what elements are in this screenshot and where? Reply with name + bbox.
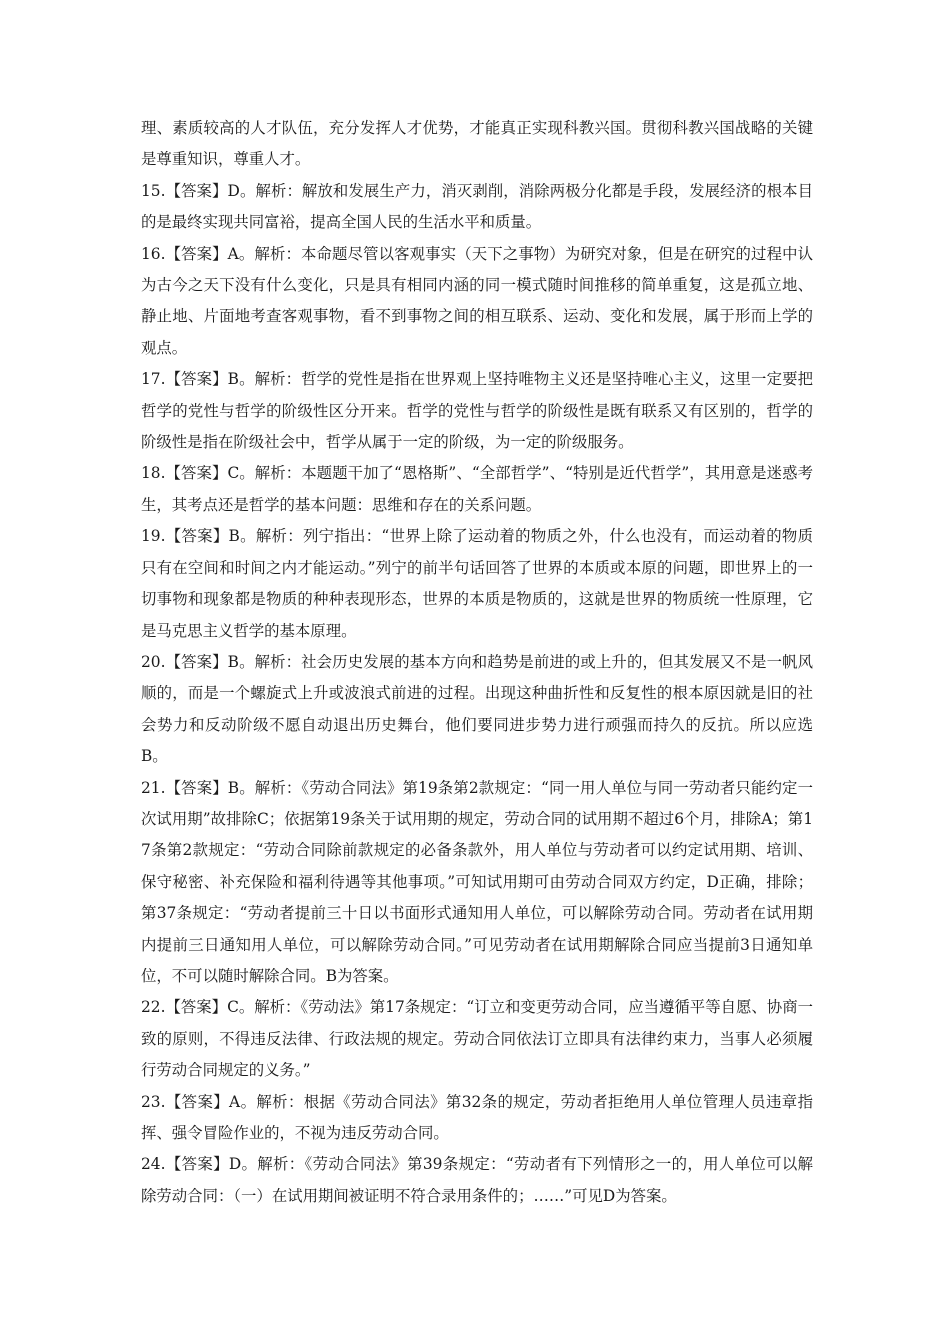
answer-item-20: 20.【答案】B。解析：社会历史发展的基本方向和趋势是前进的或上升的，但其发展又不是一帆风顺的，而是一个螺旋式上升或波浪式前进的过程。出现这种曲折性和反复性的根本原因就是旧的社会势力和反动阶级不愿自动退出历史舞台，他们要同进步势力进行顽强而持久的反抗。所以应选B。 — [141, 652, 813, 766]
document-page — [141, 113, 813, 1212]
answer-item-15: 15.【答案】D。解析：解放和发展生产力，消灭剥削，消除两极分化都是手段，发展经济的根本目的是最终实现共同富裕，提高全国人民的生活水平和质量。 — [141, 181, 813, 232]
paragraph-continuation: 理、素质较高的人才队伍，充分发挥人才优势，才能真正实现科教兴国。贯彻科教兴国战略的关键是尊重知识，尊重人才。 — [141, 119, 813, 169]
answer-item-18: 18.【答案】C。解析：本题题干加了“恩格斯”、“全部哲学”、“特别是近代哲学”，其用意是迷惑考生，其考点还是哲学的基本问题：思维和存在的关系问题。 — [141, 464, 813, 514]
answer-item-22: 22.【答案】C。解析：《劳动法》第17条规定：“订立和变更劳动合同，应当遵循平等自愿、协商一致的原则，不得违反法律、行政法规的规定。劳动合同依法订立即具有法律约束力，当事人必须履行劳动合同规定的义务。” — [141, 998, 813, 1080]
answer-item-24: 24.【答案】D。解析：《劳动合同法》第39条规定：“劳动者有下列情形之一的，用人单位可以解除劳动合同：（一）在试用期间被证明不符合录用条件的；……”可见D为答案。 — [141, 1155, 813, 1205]
answer-item-16: 16.【答案】A。解析：本命题尽管以客观事实（天下之事物）为研究对象，但是在研究的过程中认为古今之天下没有什么变化，只是具有相同内涵的同一模式随时间推移的简单重复，这是孤立地、静止地、片面地考查客观事物，看不到事物之间的相互联系、运动、变化和发展，属于形而上学的观点。 — [141, 244, 813, 357]
answer-item-23: 23.【答案】A。解析：根据《劳动合同法》第32条的规定，劳动者拒绝用人单位管理人员违章指挥、强令冒险作业的，不视为违反劳动合同。 — [141, 1092, 813, 1142]
answer-item-21: 21.【答案】B。解析：《劳动合同法》第19条第2款规定：“同一用人单位与同一劳动者只能约定一次试用期”故排除C；依据第19条关于试用期的规定，劳动合同的试用期不超过6个月，排除A；第17条第2款规定：“劳动合同除前款规定的必备条款外，用人单位与劳动者可以约定试用期、培训、保守秘密、补充保险和福利待遇等其他事项。”可知试用期可由劳动合同双方约定，D正确，排除；第37条规定：“劳动者提前三十日以书面形式通知用人单位，可以解除劳动合同。劳动者在试用期内提前三日通知用人单位，可以解除劳动合同。”可见劳动者在试用期解除合同应当提前3日通知单位，不可以随时解除合同。B为答案。 — [141, 778, 813, 985]
answer-item-17: 17.【答案】B。解析：哲学的党性是指在世界观上坚持唯物主义还是坚持唯心主义，这里一定要把哲学的党性与哲学的阶级性区分开来。哲学的党性与哲学的阶级性是既有联系又有区别的，哲学的阶级性是指在阶级社会中，哲学从属于一定的阶级，为一定的阶级服务。 — [141, 370, 813, 452]
answer-item-19: 19.【答案】B。解析：列宁指出：“世界上除了运动着的物质之外，什么也没有，而运动着的物质只有在空间和时间之内才能运动。”列宁的前半句话回答了世界的本质或本原的问题，即世界上的一切事物和现象都是物质的种种表现形态，世界的本质是物质的，这就是世界的物质统一性原理，它是马克思主义哲学的基本原理。 — [141, 527, 813, 640]
